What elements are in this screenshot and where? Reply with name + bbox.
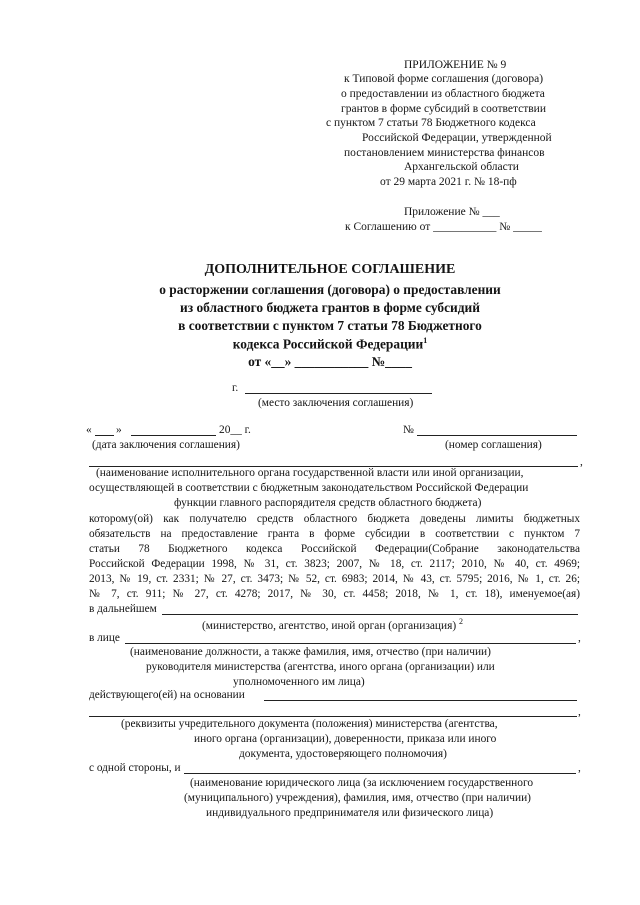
place-label: (место заключения соглашения) (258, 397, 414, 409)
number-label: (номер соглашения) (445, 439, 542, 451)
appendix-line: о предоставлении из областного бюджета (341, 88, 545, 100)
person-label: (наименование должности, а также фамилия, имя, отчество (при наличии) (130, 646, 491, 658)
title-line: о расторжении соглашения (договора) о предоставлении (159, 282, 501, 297)
date-year: 20__ г. (219, 424, 251, 436)
further-prefix: в дальнейшем (89, 603, 157, 615)
appendix-line: к Типовой форме соглашения (договора) (344, 73, 544, 85)
paragraph-line (89, 513, 580, 525)
organization-label: функции главного распорядителя средств областного бюджета) (174, 497, 482, 509)
basis-field-continued[interactable] (89, 716, 577, 717)
appendix-line: Архангельской области (404, 161, 519, 173)
basis-label: (реквизиты учредительного документа (положения) министерства (агентства, (121, 718, 498, 730)
appendix-line: постановлением министерства финансов (344, 147, 545, 159)
number-prefix: № (403, 424, 414, 436)
title-line: из областного бюджета грантов в форме субсидий (180, 300, 480, 315)
person-prefix: в лице (89, 632, 120, 644)
comma: , (580, 456, 583, 468)
person-label: руководителя министерства (агентства, иного органа (организации) или (146, 661, 495, 673)
place-prefix: г. (232, 382, 239, 394)
title-date-line: от «__» ___________ №____ (248, 354, 412, 369)
basis-prefix: действующего(ей) на основании (89, 689, 245, 701)
paragraph-text: обязательств на предоставление гранта в форме субсидии в соответствии с пунктом 7 (89, 528, 580, 540)
title-line: в соответствии с пунктом 7 статьи 78 Бюджетного (178, 318, 482, 333)
paragraph-line (89, 573, 580, 585)
title-line-text: кодекса Российской Федерации (232, 336, 424, 352)
person-field[interactable] (125, 643, 576, 644)
ministry-field[interactable] (162, 614, 578, 615)
comma: , (578, 632, 581, 644)
date-label: (дата заключения соглашения) (92, 439, 240, 451)
paragraph-text: которому(ой) как получателю средств областного бюджета доведены лимиты бюджетных (89, 513, 580, 525)
date-quote-open: « (86, 424, 92, 436)
comma: , (578, 706, 581, 718)
date-day-field[interactable] (95, 435, 114, 436)
appendix-line: Российской Федерации, утвержденной (362, 132, 552, 144)
paragraph-line (89, 588, 580, 600)
date-quote-close: » (116, 424, 122, 436)
paragraph-text: статьи 78 Бюджетного кодекса Российской Федерации(Собрание законодательства (89, 543, 580, 555)
one-side-prefix: с одной стороны, и (89, 762, 181, 774)
date-month-field[interactable] (131, 435, 216, 436)
paragraph-text: Российской Федерации 1998, № 31, ст. 3823; 2007, № 18, ст. 2117; 2010, № 40, ст. 4969; (89, 558, 580, 570)
place-field[interactable] (245, 393, 432, 394)
agreement-attachment-ref: к Соглашению от ___________ № _____ (345, 221, 542, 233)
organization-label: осуществляющей в соответствии с бюджетным законодательством Российской Федерации (89, 482, 529, 494)
recipient-label: (наименование юридического лица (за исключением государственного (190, 777, 534, 789)
paragraph-line (89, 543, 580, 555)
footnote-mark: 2 (459, 617, 464, 626)
paragraph-line (89, 528, 580, 540)
ministry-label-text: (министерство, агентство, иной орган (организация) (202, 619, 457, 632)
appendix-date: от 29 марта 2021 г. № 18-пф (380, 176, 517, 188)
document-title: ДОПОЛНИТЕЛЬНОЕ СОГЛАШЕНИЕ (204, 262, 456, 277)
agreement-attachment-number: Приложение № ___ (404, 206, 500, 218)
basis-label: иного органа (организации), доверенности, приказа или иного (194, 733, 497, 745)
basis-label: документа, удостоверяющего полномочия) (239, 748, 447, 760)
appendix-line: грантов в форме субсидий в соответствии (341, 103, 546, 115)
paragraph-text: 2013, № 19, ст. 2331; № 27, ст. 3473; № 52, ст. 6983; 2014, № 43, ст. 5795; 2016, № 1, ст. 26; (89, 573, 580, 585)
basis-field[interactable] (264, 700, 577, 701)
agreement-number-field[interactable] (417, 435, 577, 436)
recipient-field[interactable] (184, 773, 576, 774)
recipient-label: индивидуального предпринимателя или физического лица) (206, 807, 494, 819)
paragraph-line (89, 558, 580, 570)
paragraph-text: № 7, ст. 911; № 27, ст. 4278; 2017, № 30, ст. 4458; 2018, № 1, ст. 18), именуемое(ая) (89, 588, 580, 600)
comma: , (578, 762, 581, 774)
recipient-label: (муниципального) учреждения), фамилия, имя, отчество (при наличии) (184, 792, 531, 804)
ministry-label (202, 617, 463, 632)
appendix-line: с пунктом 7 статьи 78 Бюджетного кодекса (326, 117, 536, 129)
appendix-number: ПРИЛОЖЕНИЕ № 9 (404, 59, 507, 71)
organization-label: (наименование исполнительного органа государственной власти или иной организации, (96, 467, 524, 479)
title-line (10, 336, 640, 352)
person-label: уполномоченного им лица) (233, 676, 365, 688)
footnote-mark: 1 (423, 336, 428, 345)
